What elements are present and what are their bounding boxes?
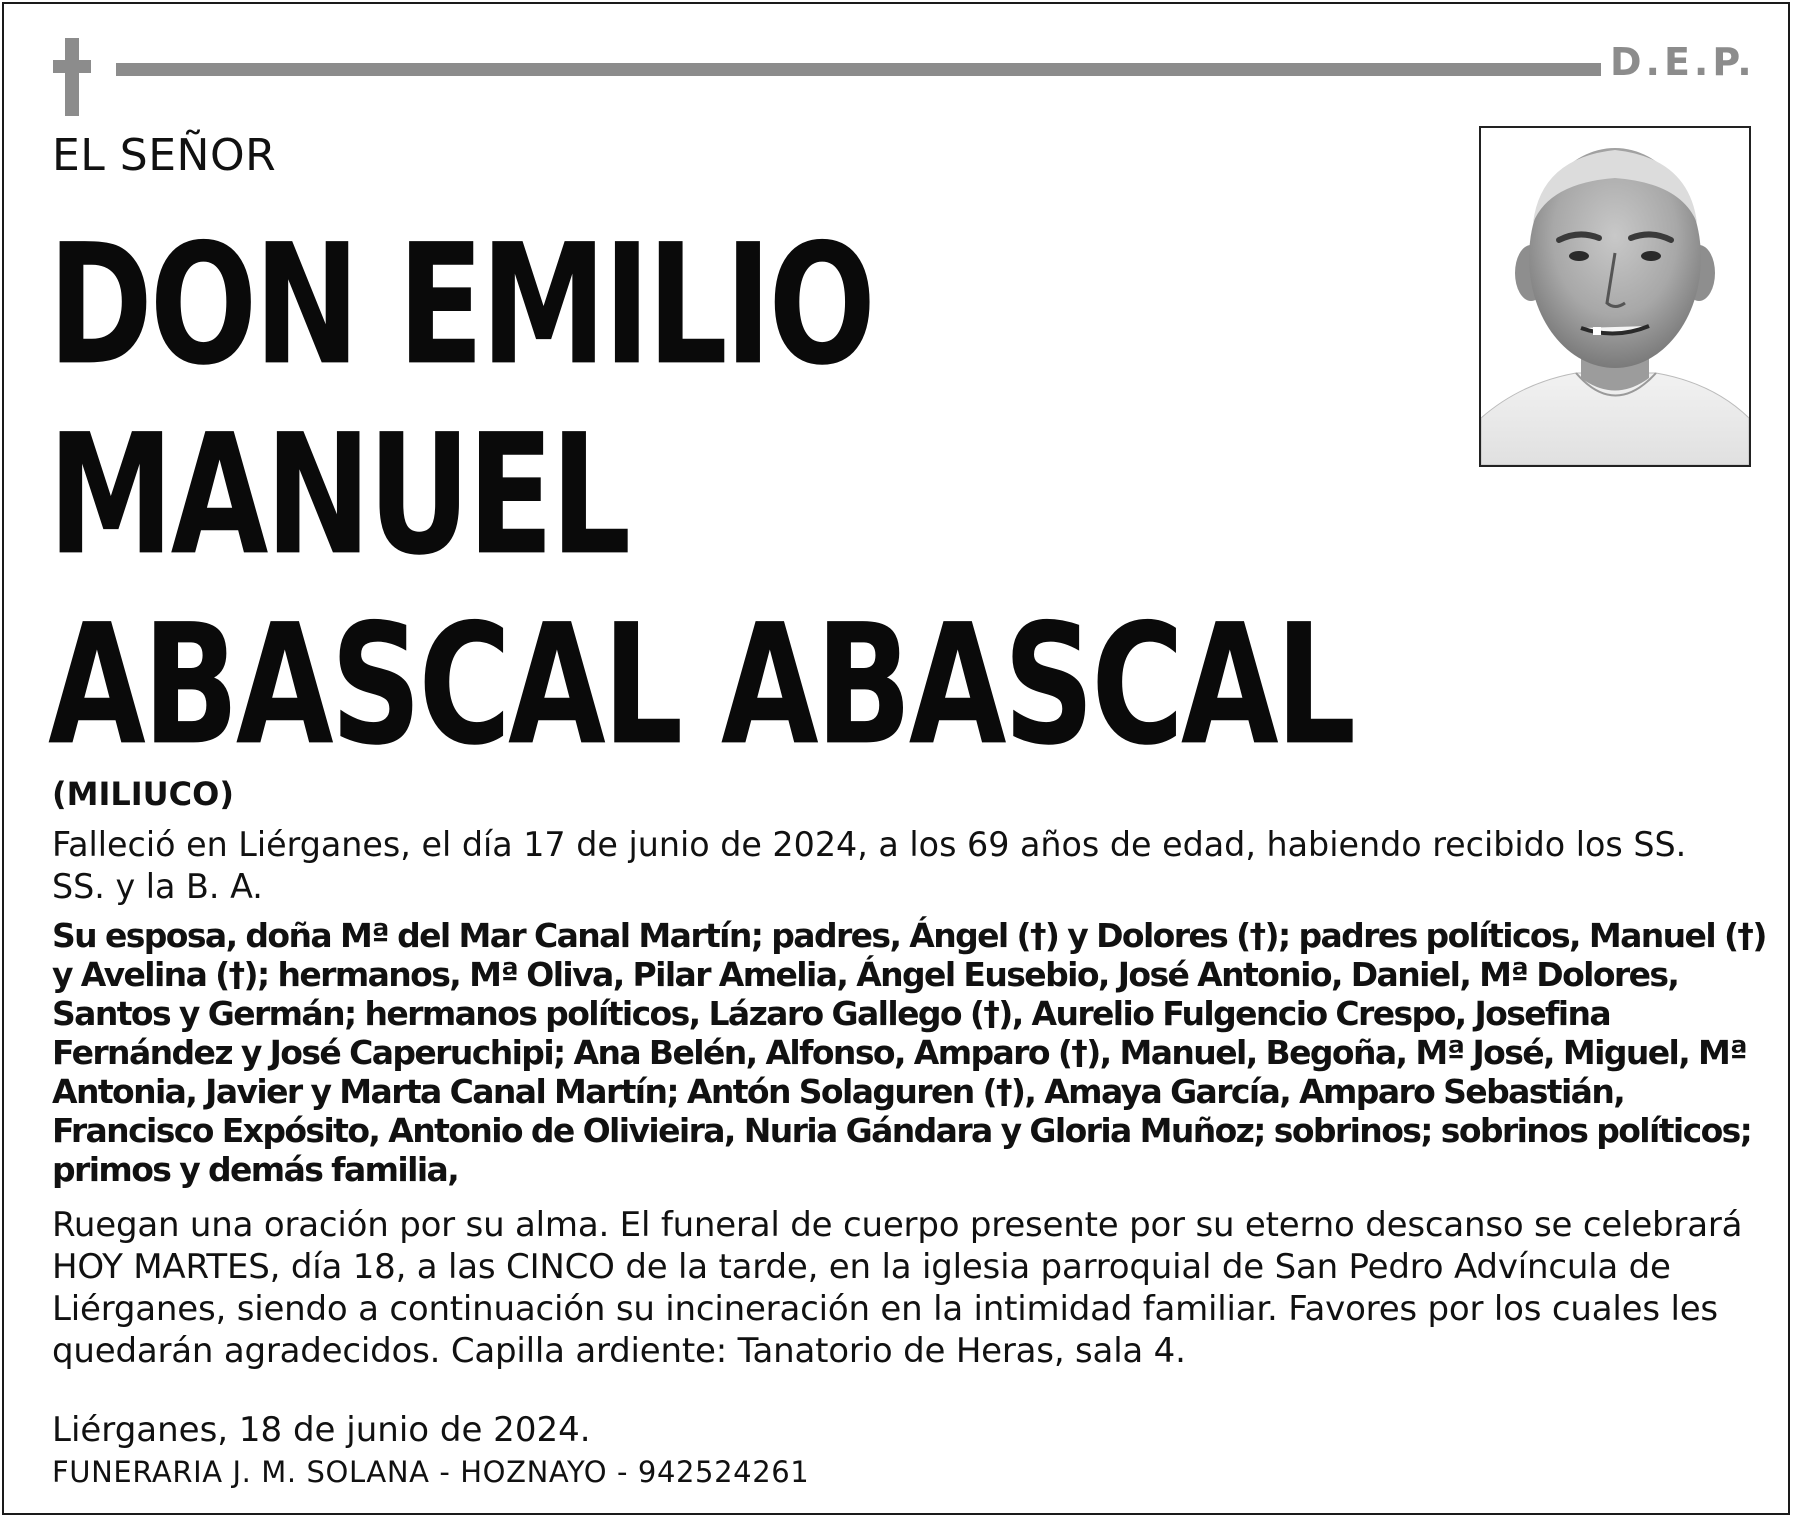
honorific-title: EL SEÑOR xyxy=(52,130,277,181)
deceased-name-line-3: ABASCAL ABASCAL xyxy=(48,587,1353,782)
deceased-name-line-2: MANUEL xyxy=(48,397,628,592)
obituary-notice xyxy=(2,2,1790,1515)
header-rule xyxy=(116,63,1601,76)
deceased-portrait xyxy=(1479,126,1751,467)
family-list: Su esposa, doña Mª del Mar Canal Martín; padres, Ángel (†) y Dolores (†); padres políticos, Manuel (†) y Avelina (†); hermanos, Mª Oliva, Pilar Amelia, Ángel Eusebio, José Antonio, Daniel, Mª Dolores, Santos y Germán; hermanos políticos, Lázaro Gallego (†), Aurelio Fulgencio Crespo, Josefina Fernández y José Caperuchipi; Ana Belén, Alfonso, Amparo (†), Manuel, Begoña, Mª José, Miguel, Mª Antonia, Javier y Marta Canal Martín; Antón Solaguren (†), Amaya García, Amparo Sebastián, Francisco Expósito, Antonio de Olivieira, Nuria Gándara y Gloria Muñoz; sobrinos; sobrinos políticos; primos y demás familia, xyxy=(52,916,1766,1189)
deceased-name-line-1: DON EMILIO xyxy=(48,207,873,402)
deceased-nickname: (MILIUCO) xyxy=(52,775,234,813)
death-announcement: Falleció en Liérganes, el día 17 de junio de 2024, a los 69 años de edad, habiendo recibido los SS. SS. y la B. A. xyxy=(52,825,1687,907)
dep-label: D.E.P. xyxy=(1610,40,1756,84)
cross-icon xyxy=(53,38,91,116)
place-date: Liérganes, 18 de junio de 2024. xyxy=(52,1410,591,1450)
funeral-home: FUNERARIA J. M. SOLANA - HOZNAYO - 942524261 xyxy=(52,1455,810,1489)
funeral-details: Ruegan una oración por su alma. El funeral de cuerpo presente por su eterno descanso se celebrará HOY MARTES, día 18, a las CINCO de la tarde, en la iglesia parroquial de San Pedro Advíncula de Liérganes, siendo a continuación su incineración en la intimidad familiar. Favores por los cuales les quedarán agradecidos. Capilla ardiente: Tanatorio de Heras, sala 4. xyxy=(52,1205,1743,1371)
